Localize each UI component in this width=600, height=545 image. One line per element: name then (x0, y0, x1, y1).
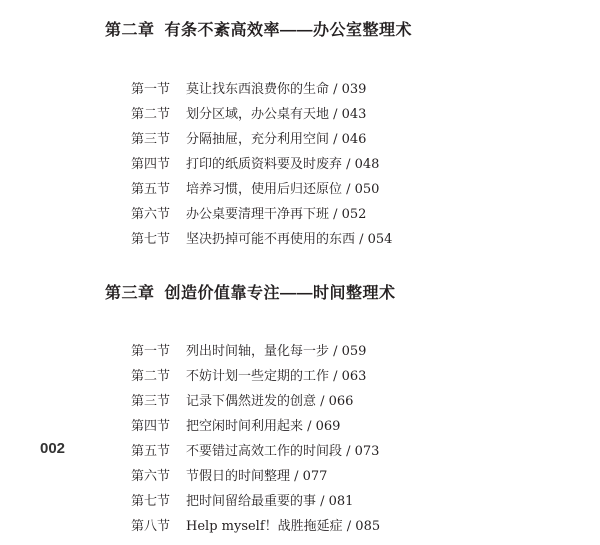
chapter-3-section-list (131, 339, 380, 539)
section-text: 划分区域，办公桌有天地 / 043 (186, 107, 367, 122)
chapter-title-text: 有条不紊高效率——办公室整理术 (164, 22, 413, 39)
chapter-title-text: 创造价值靠专注——时间整理术 (164, 285, 396, 302)
section-label: 第三节 (131, 394, 171, 409)
toc-entry[interactable] (131, 339, 380, 364)
toc-entry[interactable] (131, 389, 380, 414)
toc-entry[interactable] (131, 439, 380, 464)
toc-entry[interactable] (131, 177, 392, 202)
section-label: 第七节 (131, 494, 171, 509)
section-text: 培养习惯，使用后归还原位 / 050 (186, 182, 380, 197)
section-label: 第五节 (131, 182, 171, 197)
toc-entry[interactable] (131, 152, 392, 177)
section-text: 把时间留给最重要的事 / 081 (186, 494, 354, 509)
section-label: 第一节 (131, 82, 171, 97)
section-label: 第四节 (131, 419, 171, 434)
section-text: 分隔抽屉，充分利用空间 / 046 (186, 132, 367, 147)
chapter-2-title (105, 21, 412, 41)
chapter-2-section-list (131, 77, 392, 252)
chapter-number: 第三章 (105, 285, 155, 302)
section-text: 莫让找东西浪费你的生命 / 039 (186, 82, 367, 97)
toc-entry[interactable] (131, 489, 380, 514)
section-text: 不要错过高效工作的时间段 / 073 (186, 444, 380, 459)
toc-entry[interactable] (131, 464, 380, 489)
section-text: 节假日的时间整理 / 077 (186, 469, 328, 484)
page-number: 002 (40, 440, 66, 457)
section-label: 第五节 (131, 444, 171, 459)
section-text: 坚决扔掉可能不再使用的东西 / 054 (186, 232, 393, 247)
section-label: 第四节 (131, 157, 171, 172)
section-label: 第一节 (131, 344, 171, 359)
chapter-3-title (105, 284, 396, 304)
section-text: 办公桌要清理干净再下班 / 052 (186, 207, 367, 222)
section-label: 第八节 (131, 519, 171, 534)
toc-entry[interactable] (131, 202, 392, 227)
toc-entry[interactable] (131, 127, 392, 152)
section-text: Help myself！战胜拖延症 / 085 (186, 519, 381, 534)
section-label: 第六节 (131, 469, 171, 484)
chapter-number: 第二章 (105, 22, 155, 39)
section-text: 打印的纸质资料要及时废弃 / 048 (186, 157, 380, 172)
section-text: 列出时间轴，量化每一步 / 059 (186, 344, 367, 359)
section-label: 第六节 (131, 207, 171, 222)
section-text: 不妨计划一些定期的工作 / 063 (186, 369, 367, 384)
section-label: 第三节 (131, 132, 171, 147)
toc-entry[interactable] (131, 102, 392, 127)
toc-entry[interactable] (131, 414, 380, 439)
toc-entry[interactable] (131, 514, 380, 539)
section-label: 第七节 (131, 232, 171, 247)
section-text: 记录下偶然迸发的创意 / 066 (186, 394, 354, 409)
toc-entry[interactable] (131, 227, 392, 252)
section-label: 第二节 (131, 369, 171, 384)
section-text: 把空闲时间利用起来 / 069 (186, 419, 341, 434)
toc-entry[interactable] (131, 364, 380, 389)
toc-entry[interactable] (131, 77, 392, 102)
section-label: 第二节 (131, 107, 171, 122)
